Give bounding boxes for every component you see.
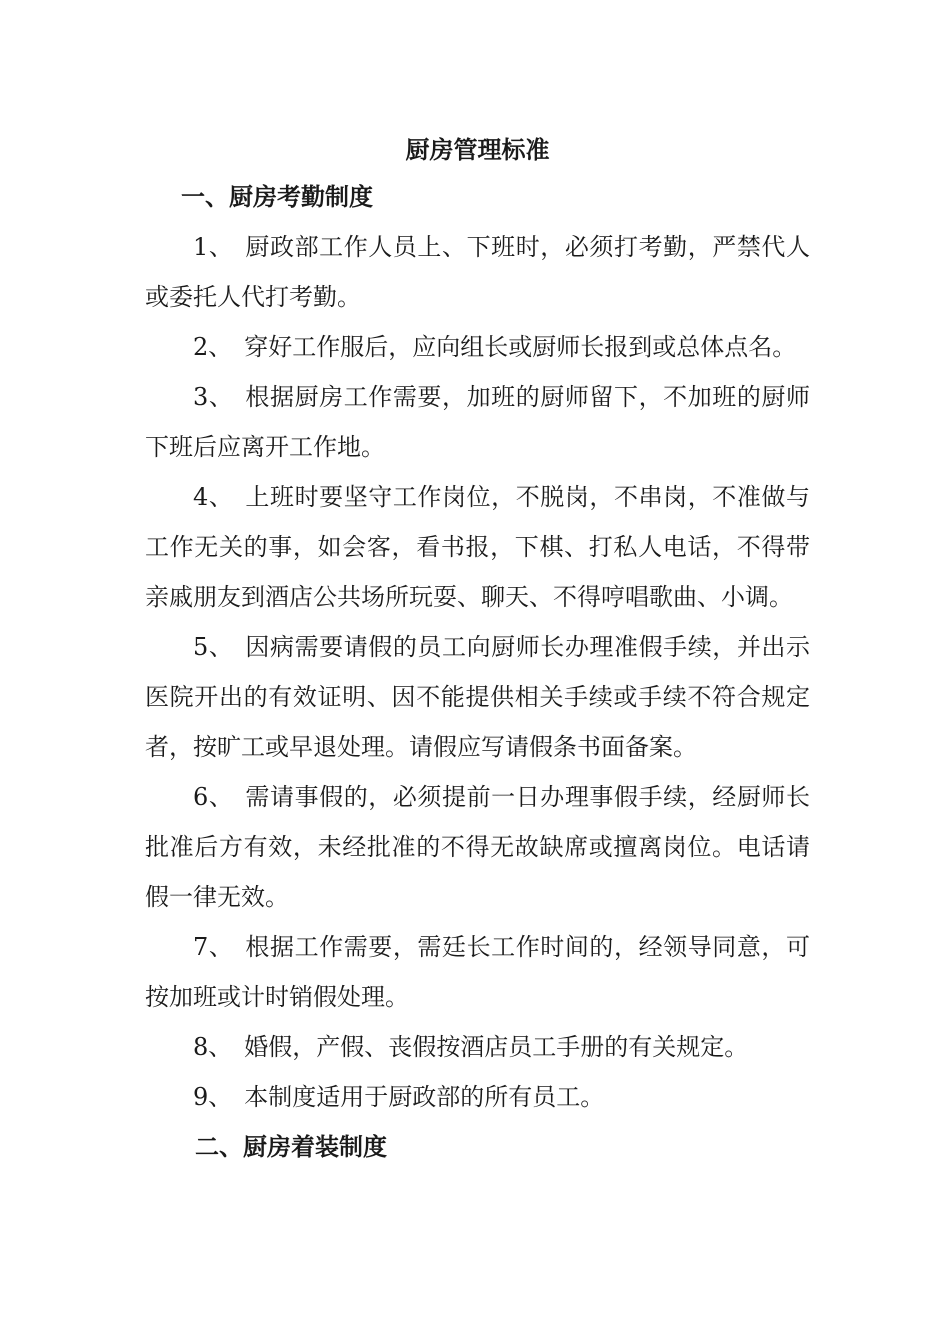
list-item (145, 472, 810, 622)
item-number: 3、 (193, 383, 234, 411)
item-number: 5、 (193, 633, 234, 661)
list-item (145, 222, 810, 322)
list-item (145, 1072, 810, 1122)
item-number: 9、 (193, 1083, 233, 1111)
list-item (145, 322, 810, 372)
item-number: 6、 (193, 783, 234, 811)
item-text: 因病需要请假的员工向厨师长办理准假手续，并出示医院开出的有效证明、因不能提供相关手续或手续不符合规定者，按旷工或早退处理。请假应写请假条书面备案。 (145, 633, 810, 761)
item-number: 4、 (193, 483, 234, 511)
item-text: 本制度适用于厨政部的所有员工。 (244, 1083, 605, 1111)
item-text: 穿好工作服后，应向组长或厨师长报到或总体点名。 (244, 333, 797, 361)
item-text: 根据厨房工作需要，加班的厨师留下，不加班的厨师下班后应离开工作地。 (145, 383, 810, 461)
item-text: 婚假，产假、丧假按酒店员工手册的有关规定。 (244, 1033, 749, 1061)
item-text: 根据工作需要，需廷长工作时间的，经领导同意，可按加班或计时销假处理。 (145, 933, 810, 1011)
item-text: 上班时要坚守工作岗位，不脱岗，不串岗，不准做与工作无关的事，如会客，看书报，下棋、打私人电话，不得带亲戚朋友到酒店公共场所玩耍、聊天、不得哼唱歌曲、小调。 (145, 483, 810, 611)
list-item (145, 772, 810, 922)
item-number: 2、 (193, 333, 233, 361)
document-page (145, 128, 810, 1172)
item-number: 1、 (193, 233, 234, 261)
section-heading-attendance: 一、厨房考勤制度 (181, 182, 373, 211)
list-item (145, 622, 810, 772)
item-number: 7、 (193, 933, 234, 961)
document-title: 厨房管理标准 (405, 135, 550, 164)
section-heading-dress-code: 二、厨房着装制度 (195, 1132, 387, 1161)
item-text: 厨政部工作人员上、下班时，必须打考勤，严禁代人或委托人代打考勤。 (145, 233, 810, 311)
list-item (145, 922, 810, 1022)
list-item (145, 372, 810, 472)
item-number: 8、 (193, 1033, 233, 1061)
item-text: 需请事假的，必须提前一日办理事假手续，经厨师长批准后方有效，未经批准的不得无故缺席或擅离岗位。电话请假一律无效。 (145, 783, 810, 911)
list-item (145, 1022, 810, 1072)
